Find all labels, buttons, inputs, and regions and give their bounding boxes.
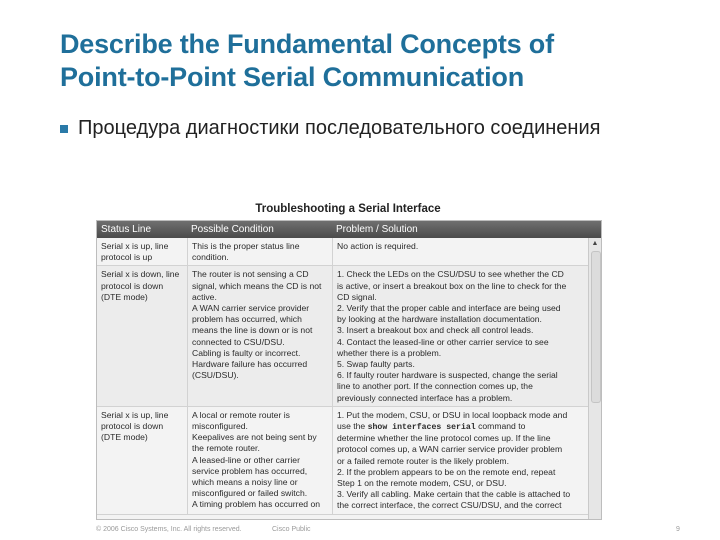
header-status-line: Status Line [101,224,152,235]
table-row [97,407,589,515]
troubleshooting-table [96,220,602,520]
vertical-scrollbar[interactable] [588,238,601,519]
footer-classification: Cisco Public [272,526,311,533]
cell-status: Serial x is up, line protocol is up [101,241,169,263]
table-row [97,266,589,406]
cell-solution: 1. Check the LEDs on the CSU/DSU to see whether the CD is active, or insert a breakout box on the line to check for the CD signal. 2. Verify that the proper cable and interface are being used by looking at the hardware installation documentation. 3. Insert a breakout box and check all control leads. 4. Contact the leased-line or other carrier service to see whether there is a problem. 5. Swap faulty parts. 6. If faulty router hardware is suspected, change the serial line to another port. If the connection comes up, the previously connected interface has a problem. [332,266,587,405]
slide-title [60,28,700,94]
header-possible-condition: Possible Condition [191,224,274,235]
table-row [97,238,589,266]
page-number: 9 [676,526,680,533]
square-bullet-icon [60,125,68,133]
footer-copyright: © 2006 Cisco Systems, Inc. All rights reserved. [96,526,242,533]
table-body[interactable] [97,238,589,519]
cell-status: Serial x is up, line protocol is down (DTE mode) [101,409,169,443]
table-header [97,221,601,238]
slide-title-line-1: Describe the Fundamental Concepts of [60,29,554,59]
header-problem-solution: Problem / Solution [336,224,418,235]
scroll-up-arrow-icon[interactable]: ▲ [591,240,599,247]
scroll-thumb[interactable] [591,251,601,403]
cell-condition: This is the proper status line condition. [187,238,332,265]
command-text: show interfaces serial [367,423,476,433]
cell-condition: A local or remote router is misconfigured. Keepalives are not being sent by the remote router. A leased-line or other carrier service problem has occurred, which means a noisy line or misconfigured or failed switch. A timing problem has occurred on [187,407,332,514]
cell-status: Serial x is down, line protocol is down (DTE mode) [101,269,180,302]
slide-title-line-2: Point-to-Point Serial Communication [60,62,524,92]
cell-solution: 1. Put the modem, CSU, or DSU in local loopback mode and use the show interfaces serial command to determine whether the line protocol comes up. If the line protocol comes up, a WAN carrier service provider problem or a failed remote router is the likely problem. 2. If the problem appears to be on the remote end, repeat Step 1 on the remote modem, CSU, or DSU. 3. Verify all cabling. Make certain that the cable is attached to the correct interface, the correct CSU/DSU, and the correct [332,407,587,514]
bullet-item [60,116,660,141]
cell-solution: No action is required. [332,238,587,265]
figure-title: Troubleshooting a Serial Interface [255,203,441,215]
bullet-text: Процедура диагностики последовательного соединения [78,117,601,139]
cell-condition: The router is not sensing a CD signal, which means the CD is not active. A WAN carrier service provider problem has occurred, which means the line is down or is not connected to CSU/DSU. Cabling is faulty or incorrect. Hardware failure has occurred (CSU/DSU). [187,266,332,405]
